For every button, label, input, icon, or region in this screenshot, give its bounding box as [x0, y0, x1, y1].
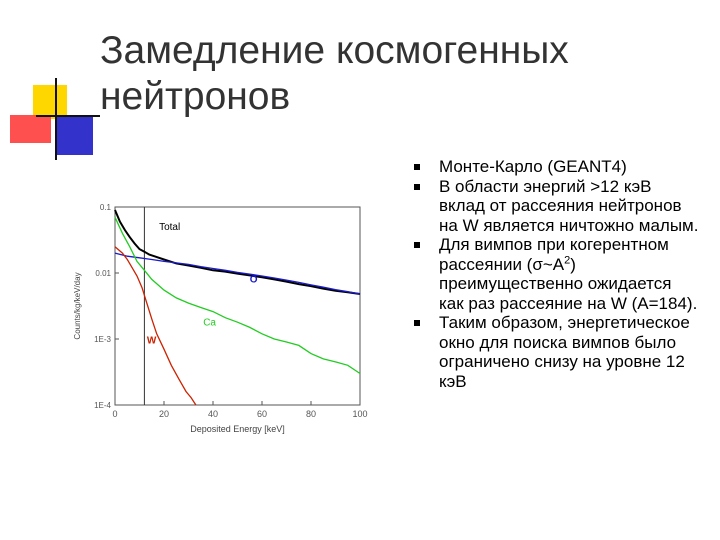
y-tick-label: 1E-4 [94, 401, 111, 410]
plot-area [73, 203, 368, 434]
series-label-o: O [249, 274, 258, 286]
deco-yellow-square [33, 85, 67, 119]
x-tick-label: 40 [207, 409, 219, 419]
bullet-text: Для вимпов при когерентном рассеянии (σ~A [439, 235, 669, 274]
bullet-list [410, 157, 700, 391]
y-tick-label: 0.01 [95, 269, 111, 278]
square-bullet-icon [414, 184, 420, 190]
bullet-item [410, 177, 700, 236]
chart [70, 195, 370, 440]
x-tick-label: 100 [352, 409, 368, 419]
deco-vertical-line [55, 78, 57, 160]
series-label-total: Total [159, 221, 181, 233]
x-axis-label: Deposited Energy [keV] [190, 424, 285, 434]
bullet-item [410, 157, 700, 177]
bullet-text: ) преимущественно ожидается как раз рассеяние на W (A=184). [439, 254, 698, 313]
plot-frame [115, 207, 360, 405]
y-axis-label: Counts/kg/keV/day [73, 272, 82, 340]
x-tick-label: 60 [256, 409, 268, 419]
y-tick-label: 0.1 [99, 203, 111, 212]
deco-blue-square [55, 117, 93, 155]
bullet-text: Монте-Карло (GEANT4) [439, 157, 627, 176]
series-line-total [115, 210, 360, 294]
y-tick-label: 1E-3 [94, 335, 111, 344]
x-tick-label: 20 [158, 409, 170, 419]
bullet-item [410, 235, 700, 313]
series-label-ca: Ca [203, 317, 216, 329]
x-tick-label: 0 [112, 409, 118, 419]
series-line-w [115, 247, 196, 405]
series-line-ca [115, 217, 360, 373]
bullet-item [410, 313, 700, 391]
square-bullet-icon [414, 242, 420, 248]
square-bullet-icon [414, 164, 420, 170]
bullet-text: В области энергий >12 кэВ вклад от рассеяния нейтронов на W является ничтожно малым. [439, 176, 699, 235]
bullet-text: Таким образом, энергетическое окно для поиска вимпов было ограничено снизу на уровне 12 кэВ [439, 313, 690, 391]
x-tick-label: 80 [305, 409, 317, 419]
slide-title: Замедление космогенных нейтронов [100, 29, 569, 118]
deco-red-square [10, 115, 51, 143]
bullet-superscript: 2 [564, 253, 571, 266]
series-label-w: W [146, 335, 157, 347]
deco-horizontal-line [36, 115, 100, 117]
square-bullet-icon [414, 320, 420, 326]
